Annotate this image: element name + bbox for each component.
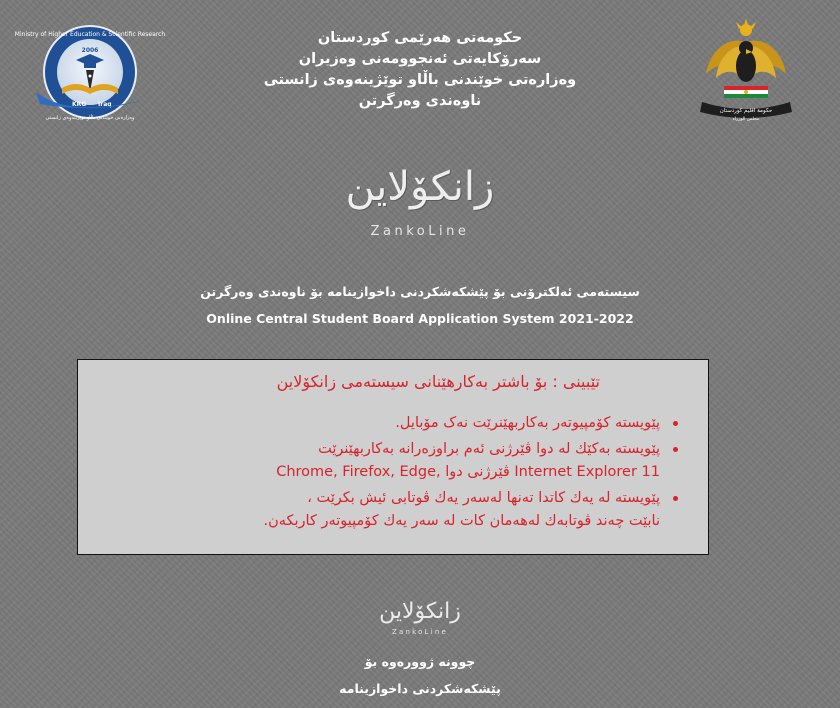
notice-item-line: پێویستە بەکێك لە دوا ڤێرژنی ئەم براوزەرانە بەکاربهێنرێت bbox=[318, 441, 660, 457]
bullet-icon bbox=[673, 447, 678, 452]
notice-item-line: Internet Explorer 11 ڤێرژنی دوا ,Chrome, Firefox, Edge bbox=[276, 464, 660, 480]
footer-zankoline-logo bbox=[370, 598, 470, 636]
notice-item-line: پێویستە لە یەك کاتدا تەنها لەسەر یەك ڤوتابی ئیش بکرێت ، bbox=[307, 490, 660, 506]
ministry-logo bbox=[14, 22, 166, 122]
login-link[interactable]: چوونە ژوورەوە بۆ bbox=[364, 654, 476, 669]
system-title-kurdish: سیستەمی ئەلکترۆنی بۆ پێشکەشکردنی داخوازینامە بۆ ناوەندی وەرگرتن bbox=[200, 284, 640, 299]
brand-arabic: زانکۆلاین bbox=[345, 164, 495, 210]
footer-brand-arabic: زانکۆلاین bbox=[379, 599, 461, 624]
logo-bottom-text: وەزارەتی خوێندنی باڵاو توێژینەوەی زانستی bbox=[45, 115, 135, 121]
logo-year: 2006 bbox=[81, 47, 99, 54]
system-title-english: Online Central Student Board Application System 2021-2022 bbox=[206, 311, 634, 326]
notice-list bbox=[78, 412, 688, 533]
header-line-council: سەرۆکایەتی ئەنجوومەنی وەزیران bbox=[298, 51, 542, 67]
zankoline-logo bbox=[320, 160, 520, 239]
emblem-caption-2: مجلس الوزراء bbox=[732, 117, 760, 122]
notice-item bbox=[78, 487, 688, 533]
header-line-ministry: وەزارەتی خوێندنی باڵاو توێژینەوەی زانستی bbox=[263, 72, 577, 88]
submit-application-link[interactable]: پێشکەشکردنی داخوازینامە bbox=[339, 681, 501, 696]
notice-item bbox=[78, 412, 688, 435]
emblem-caption: حكومة اقليم كوردستان bbox=[719, 108, 773, 114]
logo-ring-text: Ministry of Higher Education & Scientific Research bbox=[14, 31, 166, 38]
brand-latin: ZankoLine bbox=[370, 224, 470, 239]
notice-item-line: پێویستە کۆمپیوتەر بەکاربهێنرێت نەک مۆبایل. bbox=[395, 415, 660, 431]
government-header bbox=[230, 28, 610, 112]
bullet-icon bbox=[673, 421, 678, 426]
krg-emblem bbox=[688, 16, 804, 126]
notice-title: تێبینی : بۆ باشتر بەکارهێنانی سیستەمی زانکۆلاین bbox=[276, 372, 600, 391]
footer-brand-latin: ZankoLine bbox=[392, 628, 448, 636]
notice-box bbox=[77, 359, 709, 555]
notice-item bbox=[78, 438, 688, 484]
logo-krg: KRG bbox=[72, 101, 87, 108]
logo-iraq: Iraq bbox=[98, 101, 112, 108]
header-line-center: ناوەندی وەرگرتن bbox=[358, 93, 482, 109]
bullet-icon bbox=[673, 496, 678, 501]
notice-item-line: نابێت چەند ڤوتابەك لەهەمان کات لە سەر یەك کۆمپیوتەر کاربکەن. bbox=[263, 513, 660, 529]
header-line-government: حکومەتی هەرێمی کوردستان bbox=[317, 30, 523, 46]
